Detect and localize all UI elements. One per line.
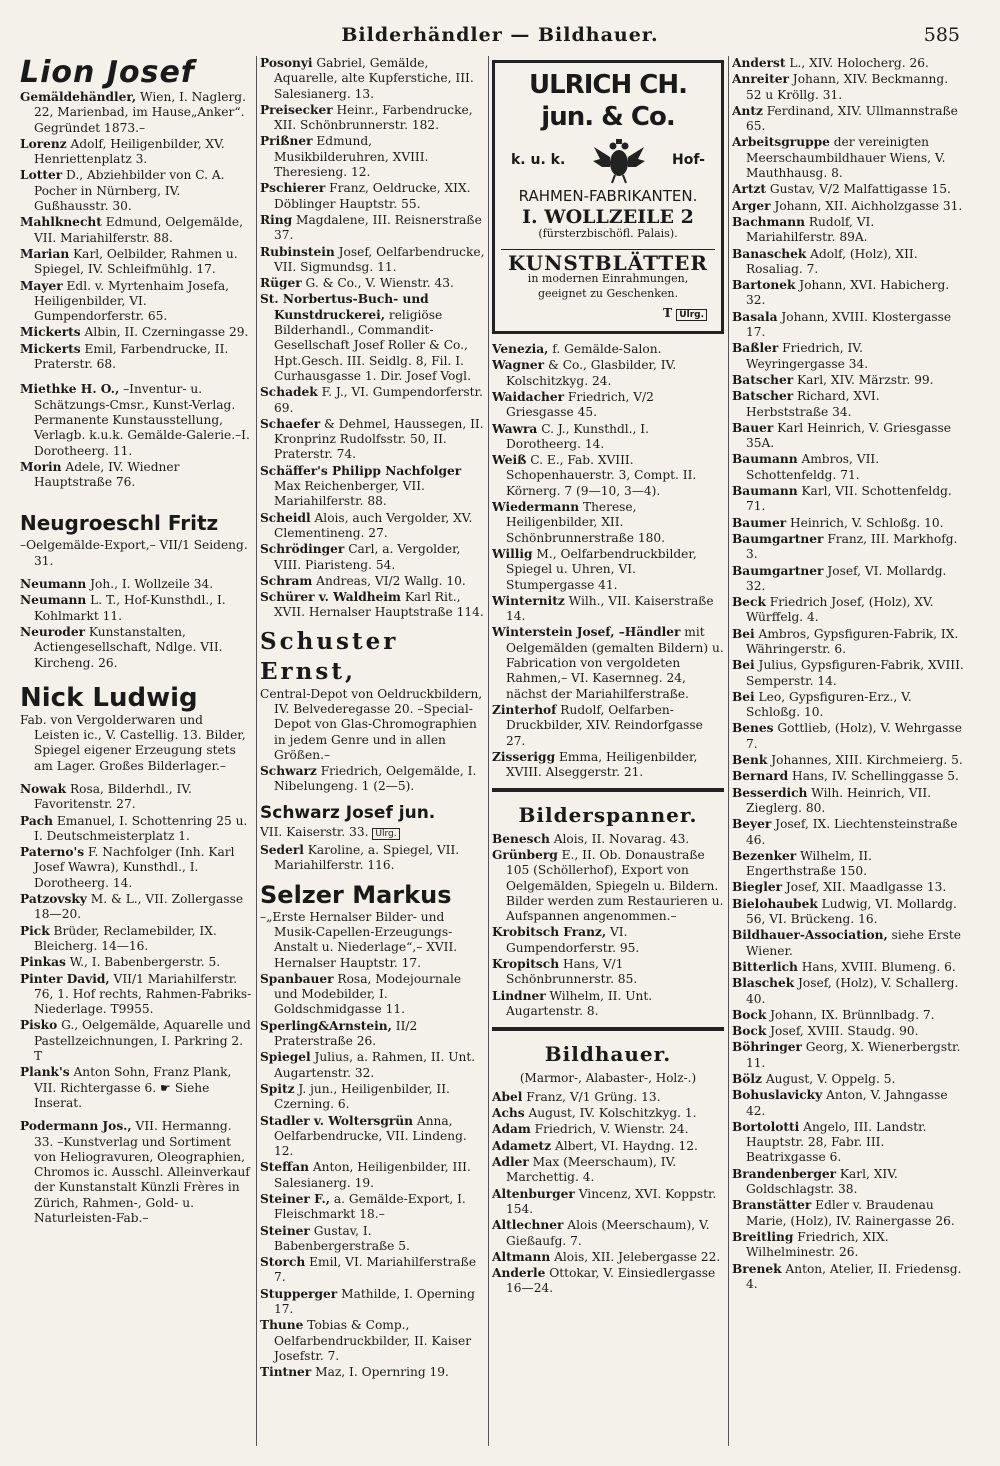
list-item: Bildhauer-Association, siehe Erste Wiener. xyxy=(732,928,961,958)
double-eagle-icon xyxy=(592,137,646,185)
list-item: Pach Emanuel, I. Schottenring 25 u. I. Deutschmeisterplatz 1. xyxy=(20,813,248,843)
column-rule xyxy=(728,56,729,1446)
list-item: St. Norbertus-Buch- und Kunstdruckerei, religiöse Bilderhandl., Commandit-Gesellschaft Josef Roller & Co., Hpt.Gesch. III. Seidlg. 8, Fil. I. Curhausgasse 1. Dir. Josef Vogl. xyxy=(260,292,471,383)
list-item: Adam Friedrich, V. Wienstr. 24. xyxy=(492,1122,689,1137)
advert-name: Schuster Ernst, xyxy=(260,627,399,685)
list-item: Schwarz Friedrich, Oelgemälde, I. Nibelungeng. 1 (2—5). xyxy=(260,764,477,794)
list-item: Spitz J. jun., Heiligenbilder, II. Czerning. 6. xyxy=(260,1081,450,1112)
list-item: Altenburger Vincenz, XVI. Koppstr. 154. xyxy=(492,1186,717,1216)
list-item: Bölz August, V. Oppelg. 5. xyxy=(732,1072,896,1086)
list-item: Zisserigg Emma, Heiligenbilder, XVIII. Alseggerstr. 21. xyxy=(492,749,698,780)
list-item: Schadek F. J., VI. Gumpendorferstr. 69. xyxy=(260,385,483,415)
list-item: Baumann Ambros, VII. Schottenfeldg. 71. xyxy=(732,452,880,482)
list-item: Spiegel Julius, a. Rahmen, II. Unt. Augartenstr. 32. xyxy=(260,1050,476,1080)
list-item: Scheidl Alois, auch Vergolder, XV. Clementineng. 27. xyxy=(260,510,473,540)
list-item: Preisecker Heinr., Farbendrucke, XII. Schönbrunnerstr. 182. xyxy=(260,102,473,133)
advert-headline: KUNSTBLÄTTER xyxy=(501,249,715,271)
list-item: Weiß C. E., Fab. XVIII. Schopenhauerstr. 3, Compt. II. Körnerg. 7 (9—10, 3—4). xyxy=(492,453,697,498)
list-item: Steiner Gustav, I. Babenbergerstraße 5. xyxy=(260,1223,410,1253)
section-subheading: (Marmor-, Alabaster-, Holz-.) xyxy=(519,1070,697,1085)
telephone-badge: Ulrg. xyxy=(676,309,707,321)
list-item: Bezenker Wilhelm, II. Engerthstraße 150. xyxy=(732,848,872,879)
list-item: Mickerts Emil, Farbendrucke, II. Praterstr. 68. xyxy=(20,341,229,372)
list-item: Adler Max (Meerschaum), IV. Marchettig. 4. xyxy=(492,1155,677,1185)
advert-company: ULRICH CH. jun. & Co. xyxy=(529,70,687,132)
list-item: Posonyi Gabriel, Gemälde, Aquarelle, alte Kupferstiche, III. Salesianerg. 13. xyxy=(260,56,474,101)
list-item: Zinterhof Rudolf, Oelfarben-Druckbilder, XIV. Reindorfgasse 27. xyxy=(492,702,703,748)
list-item: Mahlknecht Edmund, Oelgemälde, VII. Mariahilferstr. 88. xyxy=(20,215,243,245)
list-item: Adametz Albert, VI. Haydng. 12. xyxy=(492,1138,698,1153)
list-item: Bei Julius, Gypsfiguren-Fabrik, XVIII. Semperstr. 14. xyxy=(732,658,964,688)
list-item: Krobitsch Franz, VI. Gumpendorferstr. 95. xyxy=(492,925,640,955)
list-item: Arger Johann, XII. Aichholzgasse 31. xyxy=(732,198,963,213)
advert-address-note: (fürsterzbischöfl. Palais). xyxy=(538,226,678,240)
list-item: Anreiter Johann, XIV. Beckmanng. 52 u Kröllg. 31. xyxy=(732,72,949,102)
list-item: Antz Ferdinand, XIV. Ullmannstraße 65. xyxy=(732,103,958,134)
advert-name: Lion Josef xyxy=(20,56,195,90)
section-divider xyxy=(492,788,724,792)
list-item: Benesch Alois, II. Novarag. 43. xyxy=(492,831,690,846)
column-2 xyxy=(260,56,486,1446)
list-item: Neumann L. T., Hof-Kunsthdl., I. Kohlmarkt 11. xyxy=(20,593,226,623)
list-item: Stupperger Mathilde, I. Operning 17. xyxy=(260,1286,475,1317)
list-item: Miethke H. O., –Inventur- u. Schätzungs-Cmsr., Kunst-Verlag. Permanente Kunstausstellung, Verlagb. k.u.k. Gemälde-Galerie.–I. Dorotheerg. 11. xyxy=(20,382,250,458)
list-item: Basala Johann, XVIII. Klostergasse 17. xyxy=(732,309,952,340)
list-item: Benes Gottlieb, (Holz), V. Wehrgasse 7. xyxy=(732,721,963,751)
list-item: Blaschek Josef, (Holz), V. Schallerg. 40. xyxy=(732,976,959,1006)
list-item: Podermann Jos., VII. Hermanng. 33. –Kunstverlag und Sortiment von Heliogravuren, Oleographien, Chromos ic. Ausschl. Alleinverkauf der Kunstanstalt Künzli Frères in Zürich, Rahmen-, Gold- u. Naturleisten-Fab.– xyxy=(20,1119,250,1225)
column-rule xyxy=(256,56,257,1446)
list-item: Central-Depot von Oeldruckbildern, IV. Belvederegasse 20. –Special-Depot von Glas-Chromographien in jedem Genre und in allen Größen.– xyxy=(260,686,483,762)
list-item: Tintner Maz, I. Opernring 19. xyxy=(260,1365,449,1380)
list-item: Schürer v. Waldheim Karl Rit., XVII. Hernalser Hauptstraße 114. xyxy=(260,590,484,620)
list-item: Venezia, f. Gemälde-Salon. xyxy=(492,342,662,357)
advert-name: Neugroeschl Fritz xyxy=(20,511,219,536)
advert-text: in modernen Einrahmungen, xyxy=(527,272,689,286)
list-item: Schaefer & Dehmel, Haussegen, II. Kronprinz Rudolfsstr. 50, II. Praterstr. 74. xyxy=(260,416,484,462)
list-item: Wiedermann Therese, Heiligenbilder, XII. Schönbrunnerstraße 180. xyxy=(492,500,666,545)
list-item: Beck Friedrich Josef, (Holz), XV. Würffelg. 4. xyxy=(732,595,934,625)
list-item: Achs August, IV. Kolschitzkyg. 1. xyxy=(492,1106,697,1121)
list-item: Prißner Edmund, Musikbilderuhren, XVIII. Theresieng. 12. xyxy=(260,134,429,180)
list-item: Batscher Richard, XVI. Herbststraße 34. xyxy=(732,389,880,419)
list-item: Biegler Josef, XII. Maadlgasse 13. xyxy=(732,880,947,895)
list-item: Bauer Karl Heinrich, V. Griesgasse 35A. xyxy=(732,420,951,451)
list-item: Winternitz Wilh., VII. Kaiserstraße 14. xyxy=(492,593,714,624)
list-item: Böhringer Georg, X. Wienerbergstr. 11. xyxy=(732,1040,961,1070)
list-item: Anderst L., XIV. Holocherg. 26. xyxy=(732,56,929,70)
list-item: Benk Johannes, XIII. Kirchmeierg. 5. xyxy=(732,753,963,768)
list-item: Pisko G., Oelgemälde, Aquarelle und Pastellzeichnungen, I. Parkring 2. T xyxy=(20,1018,251,1064)
list-item: Abel Franz, V/1 Grüng. 13. xyxy=(492,1089,661,1104)
list-item: Sederl Karoline, a. Spiegel, VII. Mariahilferstr. 116. xyxy=(260,843,460,873)
list-item: Bei Leo, Gypsfiguren-Erz., V. Schloßg. 10. xyxy=(732,689,912,720)
list-item: Grünberg E., II. Ob. Donaustraße 105 (Schöllerhof), Export von Oelgemälden, Spiegeln u. Bildern. Bilder werden zum Restaurieren u. Aufspannen angenommen.– xyxy=(492,847,724,924)
advert-name: Nick Ludwig xyxy=(20,682,198,713)
list-item: Bei Ambros, Gypsfiguren-Fabrik, IX. Währingerstr. 6. xyxy=(732,626,959,656)
list-item: Morin Adele, IV. Wiedner Hauptstraße 76. xyxy=(20,459,180,490)
advert-warrant: k. u. k. Hof- xyxy=(501,137,715,185)
list-item: Batscher Karl, XIV. Märzstr. 99. xyxy=(732,372,934,387)
advert-trade: RAHMEN-FABRIKANTEN. xyxy=(518,187,698,205)
column-rule xyxy=(488,56,489,1446)
list-item: Plank's Anton Sohn, Franz Plank, VII. Richtergasse 6. ☛ Siehe Inserat. xyxy=(20,1065,232,1110)
list-item: Mickerts Albin, II. Czerningasse 29. xyxy=(20,325,249,340)
list-item: Schrödinger Carl, a. Vergolder, VIII. Piaristeng. 54. xyxy=(260,542,461,572)
advert-phone: T Ulrg. xyxy=(501,306,715,323)
page-header xyxy=(0,18,1000,52)
telephone-badge: Ulrg. xyxy=(372,828,399,840)
list-item: Wawra C. J., Kunsthdl., I. Dorotheerg. 14. xyxy=(492,421,649,451)
list-item: Paterno's F. Nachfolger (Inh. Karl Josef Wawra), Kunsthdl., I. Dorotheerg. 14. xyxy=(20,845,235,890)
list-item: Altlechner Alois (Meerschaum), V. Gießaufg. 7. xyxy=(492,1218,710,1248)
list-item: Fab. von Vergolderwaren und Leisten ic., V. Castellig. 13. Bilder, Spiegel eigener Erzeugung stets am Lager. Großes Bilderlager.– xyxy=(20,712,246,773)
list-item: Storch Emil, VI. Mariahilferstraße 7. xyxy=(260,1255,477,1285)
list-item: Neuroder Kunstanstalten, Actiengesellschaft, Ndlge. VII. Kircheng. 26. xyxy=(20,624,223,670)
list-item: Stadler v. Woltersgrün Anna, Oelfarbendrucke, VII. Lindeng. 12. xyxy=(260,1113,467,1159)
list-item: –Oelgemälde-Export,– VII/1 Seideng. 31. xyxy=(20,538,248,568)
list-item: Kropitsch Hans, V/1 Schönbrunnerstr. 85. xyxy=(492,957,638,987)
list-item: Bock Josef, XVIII. Staudg. 90. xyxy=(732,1024,919,1039)
list-item: Baßler Friedrich, IV. Weyringergasse 34. xyxy=(732,341,869,371)
list-item: Nowak Rosa, Bilderhdl., IV. Favoritenstr. 27. xyxy=(20,781,192,812)
list-item: Breitling Friedrich, XIX. Wilhelminestr. 26. xyxy=(732,1229,889,1260)
list-item: Pinter David, VII/1 Mariahilferstr. 76, 1. Hof rechts, Rahmen-Fabriks-Niederlage. T9955. xyxy=(20,971,252,1017)
page-number: 585 xyxy=(923,24,960,46)
list-item: Lindner Wilhelm, II. Unt. Augartenstr. 8. xyxy=(492,988,653,1018)
list-item: Schäffer's Philipp Nachfolger Max Reichenberger, VII. Mariahilferstr. 88. xyxy=(260,463,462,509)
section-divider xyxy=(492,1027,724,1031)
list-item: Beyer Josef, IX. Liechtensteinstraße 46. xyxy=(732,817,958,847)
list-item: Lorenz Adolf, Heiligenbilder, XV. Henriettenplatz 3. xyxy=(20,136,225,167)
running-title: Bilderhändler — Bildhauer. xyxy=(341,24,659,46)
list-item: Baumer Heinrich, V. Schloßg. 10. xyxy=(732,515,944,530)
list-item: –„Erste Hernalser Bilder- und Musik-Capellen-Erzeugungs-Anstalt u. Niederlage“,– XVII. Hernalser Hauptstr. 17. xyxy=(260,909,458,970)
list-item: Baumann Karl, VII. Schottenfeldg. 71. xyxy=(732,484,952,514)
column-1 xyxy=(20,56,252,1446)
list-item: Rubinstein Josef, Oelfarbendrucke, VII. Sigmundsg. 11. xyxy=(260,244,485,274)
list-item: Bock Johann, IX. Brünnlbadg. 7. xyxy=(732,1007,935,1022)
advert-name: Selzer Markus xyxy=(260,880,452,909)
list-item: Lotter D., Abziehbilder von C. A. Pocher in Nürnberg, IV. Gußhausstr. 30. xyxy=(20,168,225,214)
list-item: Bitterlich Hans, XVIII. Blumeng. 6. xyxy=(732,959,956,974)
list-item: Brandenberger Karl, XIV. Goldschlagstr. 38. xyxy=(732,1166,898,1197)
section-heading: Bilderspanner. xyxy=(518,803,698,828)
list-item: Bachmann Rudolf, VI. Mariahilferstr. 89A. xyxy=(732,214,875,245)
list-item: Bielohaubek Ludwig, VI. Mollardg. 56, VI. Brückeng. 16. xyxy=(732,896,957,927)
list-item: Anderle Ottokar, V. Einsiedlergasse 16—24. xyxy=(492,1266,716,1296)
list-item: Mayer Edl. v. Myrtenhaim Josefa, Heiligenbilder, VI. Gumpendorferstr. 65. xyxy=(20,278,229,324)
list-item: Spanbauer Rosa, Modejournale und Modebilder, I. Goldschmidgasse 11. xyxy=(260,971,462,1017)
list-item: Bernard Hans, IV. Schellinggasse 5. xyxy=(732,769,959,784)
list-item: Altmann Alois, XII. Jelebergasse 22. xyxy=(492,1249,721,1264)
list-item: Wagner & Co., Glasbilder, IV. Kolschitzkyg. 24. xyxy=(492,358,677,388)
list-item: Patzovsky M. & L., VII. Zollergasse 18—20. xyxy=(20,892,244,922)
list-item: Thune Tobias & Comp., Oelfarbendruckbilder, II. Kaiser Josefstr. 7. xyxy=(260,1318,472,1363)
column-3 xyxy=(492,56,724,1446)
list-item: VII. Kaiserstr. 33. Ulrg. xyxy=(260,825,486,842)
list-item: Waidacher Friedrich, V/2 Griesgasse 45. xyxy=(492,389,654,420)
column-4 xyxy=(732,56,964,1446)
list-item: Rüger G. & Co., V. Wienstr. 43. xyxy=(260,276,454,291)
list-item: Schram Andreas, VI/2 Wallg. 10. xyxy=(260,573,466,588)
list-item: Gemäldehändler, Wien, I. Naglerg. 22, Marienbad, im Hause„Anker“. Gegründet 1873.– xyxy=(20,90,246,135)
list-item: Bortolotti Angelo, III. Landstr. Hauptstr. 28, Fabr. III. Beatrixgasse 6. xyxy=(732,1119,927,1165)
list-item: Steffan Anton, Heiligenbilder, III. Salesianerg. 19. xyxy=(260,1160,471,1190)
list-item: Neumann Joh., I. Wollzeile 34. xyxy=(20,577,214,592)
advert-text: geeignet zu Geschenken. xyxy=(537,287,679,301)
list-item: Winterstein Josef, –Händler mit Oelgemälden (gemalten Bildern) u. Fabrication von vergoldeten Rahmen,– VI. Kasernneg. 24, nächst der Mariahilferstraße. xyxy=(492,625,724,701)
list-item: Marian Karl, Oelbilder, Rahmen u. Spiegel, IV. Schleifmühlg. 17. xyxy=(20,246,238,277)
list-item: Steiner F., a. Gemälde-Export, I. Fleischmarkt 18.– xyxy=(260,1192,466,1222)
advert-name: Schwarz Josef jun. xyxy=(260,802,436,823)
list-item: Pschierer Franz, Oeldrucke, XIX. Döblinger Hauptstr. 55. xyxy=(260,181,471,211)
list-item: Bohuslavicky Anton, V. Jahngasse 42. xyxy=(732,1088,948,1118)
list-item: Pick Brüder, Reclamebilder, IX. Bleicherg. 14—16. xyxy=(20,923,217,953)
section-heading: Bildhauer. xyxy=(544,1042,672,1067)
list-item: Brenek Anton, Atelier, II. Friedensg. 4. xyxy=(732,1261,962,1291)
list-item: Ring Magdalene, III. Reisnerstraße 37. xyxy=(260,212,482,243)
list-item: Besserdich Wilh. Heinrich, VII. Zieglerg. 80. xyxy=(732,785,932,815)
list-item: Baumgartner Franz, III. Markhofg. 3. xyxy=(732,531,958,562)
advert-address: I. WOLLZEILE 2 xyxy=(522,206,694,229)
list-item: Banaschek Adolf, (Holz), XII. Rosaliag. 7. xyxy=(732,246,918,276)
list-item: Bartonek Johann, XVI. Habicherg. 32. xyxy=(732,278,950,308)
list-item: Branstätter Edler v. Braudenau Marie, (Holz), IV. Rainergasse 26. xyxy=(732,1198,955,1228)
advertisement-box xyxy=(492,60,724,334)
list-item: Baumgartner Josef, VI. Mollardg. 32. xyxy=(732,563,947,593)
list-item: Sperling&Arnstein, II/2 Praterstraße 26. xyxy=(260,1018,418,1049)
list-item: Willig M., Oelfarbendruckbilder, Spiegel u. Uhren, VI. Stumpergasse 41. xyxy=(492,546,697,592)
list-item: Arbeitsgruppe der vereinigten Meerschaumbildhauer Wiens, V. Mauthhausg. 8. xyxy=(732,135,946,181)
list-item: Artzt Gustav, V/2 Malfattigasse 15. xyxy=(732,182,951,197)
list-item: Pinkas W., I. Babenbergerstr. 5. xyxy=(20,955,221,970)
